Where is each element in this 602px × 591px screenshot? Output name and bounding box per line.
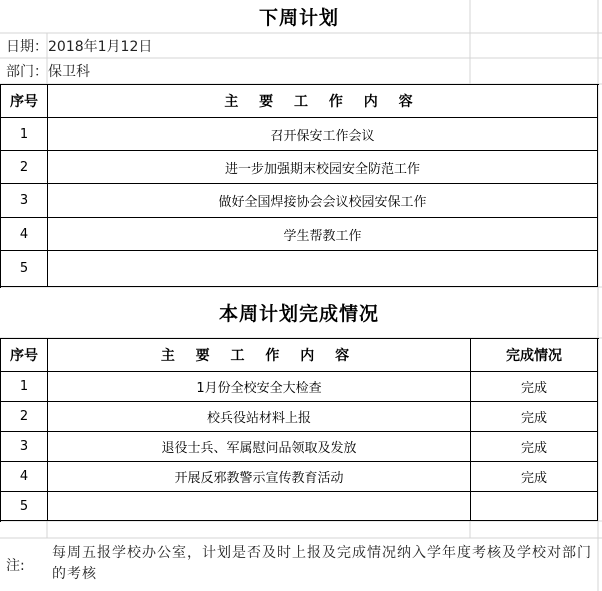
table-row-content: 校兵役站材料上报 [48,402,471,432]
table-row-no: 5 [1,251,48,287]
table-row-content: 学生帮教工作 [48,218,598,251]
table-row-no: 1 [1,372,48,402]
this-week-summary-table [0,338,599,522]
summary-header-status: 完成情况 [471,339,598,372]
table-row-no: 5 [1,492,48,521]
department-line: 部门：保卫科 [6,64,90,80]
summary-header-content: 主 要 工 作 内 容 [48,339,471,372]
table-row-no: 3 [1,184,48,218]
table-row-content: 退役士兵、军属慰问品领取及发放 [48,432,471,462]
plan-header-no: 序号 [1,85,48,118]
table-row-no: 3 [1,432,48,462]
table-row-status: 完成 [471,462,598,492]
table-row-content [48,251,598,287]
table-row-no: 2 [1,402,48,432]
next-week-plan-table [0,84,599,288]
table-row-content [48,492,471,521]
note-label: 注: [6,557,25,574]
table-row-status: 完成 [471,372,598,402]
table-row-no: 4 [1,462,48,492]
date-line: 日期：2018年1月12日 [6,38,153,55]
summary-title: 本周计划完成情况 [218,303,379,325]
table-row-content: 进一步加强期末校园安全防范工作 [48,151,598,184]
note-text: 每周五报学校办公室，计划是否及时上报及完成情况纳入学年度考核及学校对部门的考核 [52,545,592,582]
table-row-status: 完成 [471,402,598,432]
table-row-content: 开展反邪教警示宣传教育活动 [48,462,471,492]
table-row-content: 1月份全校安全大检查 [48,372,471,402]
table-row-content: 召开保安工作会议 [48,118,598,151]
summary-header-no: 序号 [1,339,48,372]
table-row-no: 1 [1,118,48,151]
table-row-no: 2 [1,151,48,184]
plan-header-content: 主 要 工 作 内 容 [48,85,598,118]
page-title: 下周计划 [258,7,339,29]
table-row-content: 做好全国焊接协会会议校园安保工作 [48,184,598,218]
table-row-no: 4 [1,218,48,251]
table-row-status: 完成 [471,432,598,462]
table-row-status [471,492,598,521]
